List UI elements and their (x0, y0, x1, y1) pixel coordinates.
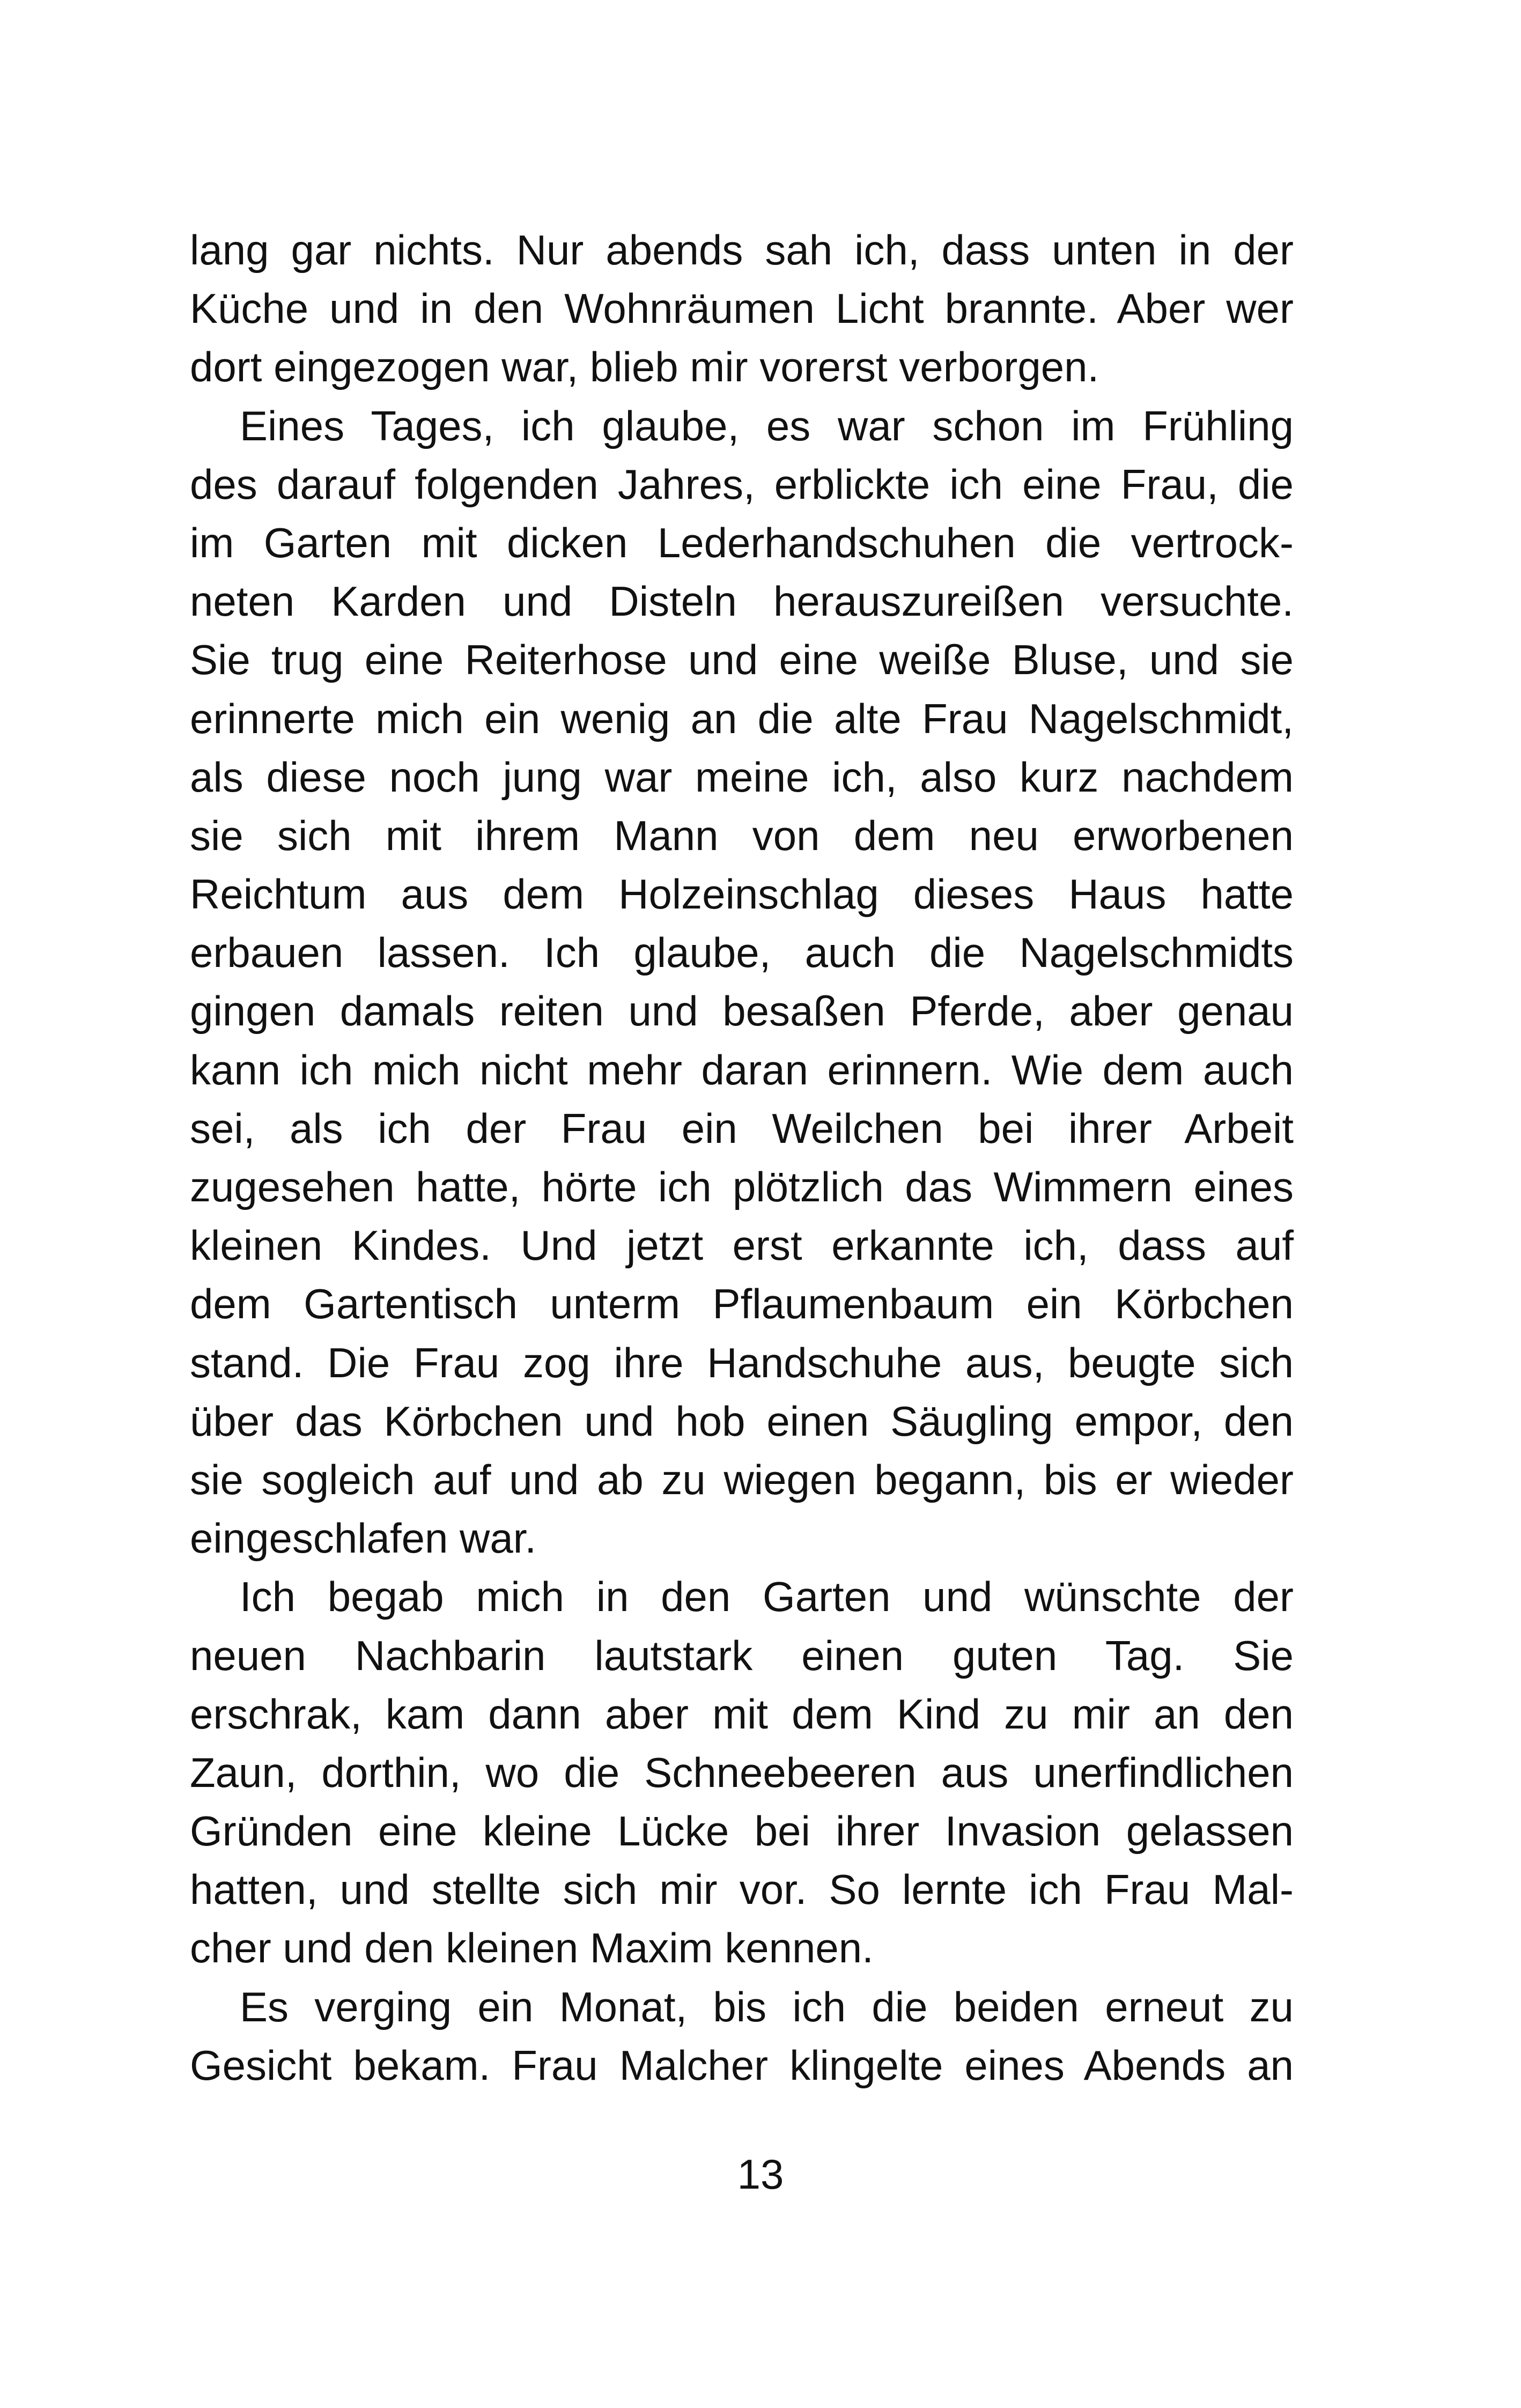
text-line: dort eingezogen war, blieb mir vorerst verborgen. (190, 343, 1099, 391)
text-line: neten Karden und Disteln herauszureißen versuchte. (190, 578, 1294, 625)
text-line: zugesehen hatte, hörte ich plötzlich das Wimmern eines (190, 1163, 1294, 1210)
text-line: Küche und in den Wohnräumen Licht brannte. Aber wer (190, 285, 1294, 333)
text-line: als diese noch jung war meine ich, also kurz nachdem (190, 753, 1294, 801)
text-line: kleinen Kindes. Und jetzt erst erkannte ich, dass auf (190, 1222, 1294, 1269)
text-line: Gründen eine kleine Lücke bei ihrer Invasion gelassen (190, 1807, 1294, 1855)
text-line: erschrak, kam dann aber mit dem Kind zu mir an den (190, 1690, 1294, 1738)
text-line: Reichtum aus dem Holzeinschlag dieses Haus hatte (190, 870, 1294, 918)
text-line: neuen Nachbarin lautstark einen guten Tag. Sie (190, 1631, 1294, 1679)
paragraph-first-line: Eines Tages, ich glaube, es war schon im Frühling (240, 402, 1294, 449)
text-line: sei, als ich der Frau ein Weilchen bei ihrer Arbeit (190, 1104, 1294, 1152)
text-line: kann ich mich nicht mehr daran erinnern. Wie dem auch (190, 1046, 1294, 1094)
text-line: lang gar nichts. Nur abends sah ich, dass unten in der (190, 226, 1294, 274)
text-line: des darauf folgenden Jahres, erblickte ich eine Frau, die (190, 460, 1294, 508)
text-line: eingeschlafen war. (190, 1515, 537, 1562)
text-line: Gesicht bekam. Frau Malcher klingelte eines Abends an (190, 2041, 1294, 2089)
paragraph-first-line: Ich begab mich in den Garten und wünschte der (240, 1573, 1294, 1621)
body-text (190, 221, 1294, 2095)
text-line: gingen damals reiten und besaßen Pferde, aber genau (190, 987, 1294, 1035)
page-number: 13 (737, 2151, 784, 2198)
text-line: erinnerte mich ein wenig an die alte Frau Nagelschmidt, (190, 695, 1294, 742)
text-line: über das Körbchen und hob einen Säugling empor, den (190, 1397, 1294, 1445)
text-line: erbauen lassen. Ich glaube, auch die Nagelschmidts (190, 929, 1294, 977)
text-line: cher und den kleinen Maxim kennen. (190, 1924, 874, 1972)
text-line: sie sogleich auf und ab zu wiegen begann, bis er wieder (190, 1456, 1294, 1503)
text-line: Zaun, dorthin, wo die Schneebeeren aus unerfindlichen (190, 1748, 1294, 1796)
text-line: im Garten mit dicken Lederhandschuhen die vertrock- (190, 519, 1294, 566)
text-line: stand. Die Frau zog ihre Handschuhe aus, beugte sich (190, 1339, 1294, 1386)
text-line: hatten, und stellte sich mir vor. So lernte ich Frau Mal- (190, 1866, 1294, 1914)
text-line: dem Gartentisch unterm Pflaumenbaum ein Körbchen (190, 1280, 1294, 1328)
paragraph-first-line: Es verging ein Monat, bis ich die beiden erneut zu (240, 1983, 1294, 2030)
text-line: sie sich mit ihrem Mann von dem neu erworbenen (190, 811, 1294, 859)
text-line: Sie trug eine Reiterhose und eine weiße Bluse, und sie (190, 636, 1294, 684)
